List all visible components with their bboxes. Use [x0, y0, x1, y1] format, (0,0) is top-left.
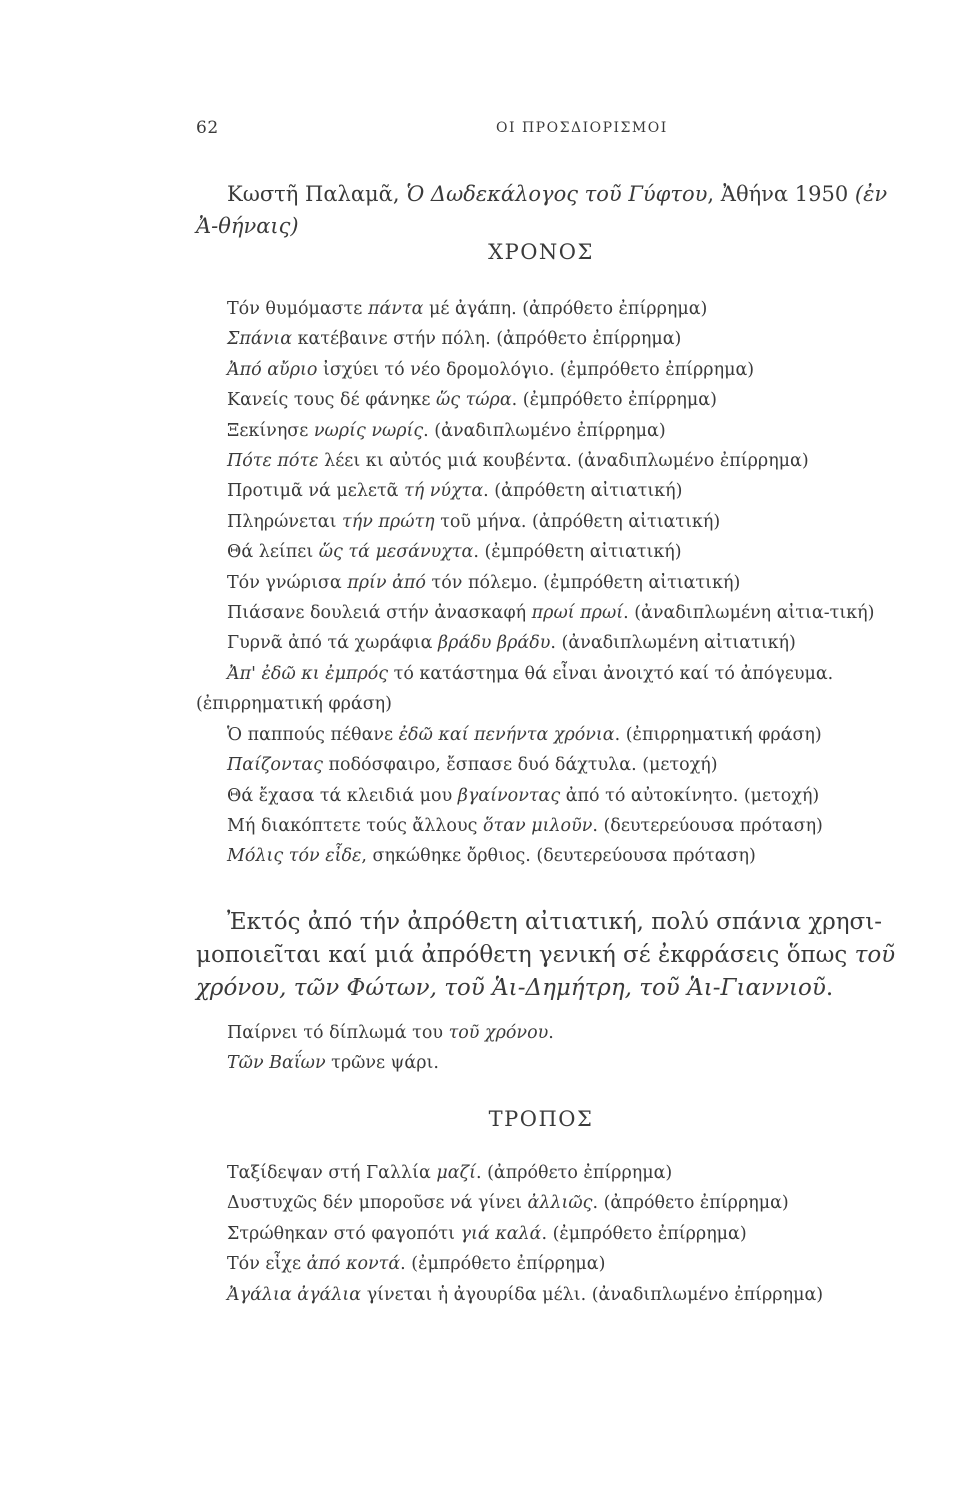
example-sentence	[196, 537, 911, 567]
example-sentence	[196, 720, 911, 750]
example-sentence	[196, 355, 911, 385]
example-sentence	[196, 811, 911, 841]
example-text: Ξεκίνησε	[227, 420, 314, 441]
example-label: τό κατάστημα θά εἶναι ἀνοιχτό καί τό ἀπόγευμα. (ἐπιρρηματική φράση)	[196, 663, 834, 715]
example-text: Ταξίδεψαν στή Γαλλία	[227, 1163, 437, 1183]
example-text: Κανείς τους δέ φάνηκε	[227, 390, 436, 411]
example-label: . (ἐμπρόθετη αἰτιατική)	[473, 542, 682, 563]
example-emphasis: Ἀπ' ἐδῶ κι ἐμπρός	[227, 663, 389, 684]
example-emphasis: ἀπό κοντά	[306, 1254, 401, 1275]
page-header	[196, 118, 886, 142]
example-emphasis: πρωί πρωί	[531, 603, 624, 624]
example-emphasis: βράδυ βράδυ	[438, 633, 551, 654]
example-sentence	[196, 1188, 911, 1218]
example-text: Θά ἔχασα τά κλειδιά μου	[227, 785, 458, 806]
example-label: . (δευτερεύουσα πρόταση)	[592, 815, 823, 836]
example-label: κατέβαινε στήν πόλη. (ἀπρόθετο ἐπίρρημα)	[292, 329, 682, 350]
example-emphasis: τοῦ χρόνου	[448, 1023, 549, 1043]
example-sentence	[196, 324, 911, 354]
example-sentence	[196, 598, 911, 628]
example-emphasis: Ἀγάλια ἀγάλια	[227, 1284, 362, 1305]
example-sentence	[196, 628, 911, 658]
example-sentence	[196, 1048, 911, 1078]
example-label: μέ ἀγάπη. (ἀπρόθετο ἐπίρρημα)	[423, 299, 708, 319]
example-emphasis: ὥς τά μεσάνυχτα	[318, 542, 474, 563]
prose-emphasis: τοῦ χρόνου, τῶν Φώτων, τοῦ Ἁι-Δημήτρη, τοῦ Ἁι-Γιαννιοῦ	[196, 942, 896, 1001]
example-text: Παίρνει τό δίπλωμά του	[227, 1023, 449, 1043]
example-emphasis: Σπάνια	[227, 329, 293, 350]
example-emphasis: τήν πρώτη	[342, 511, 435, 532]
example-sentence	[196, 385, 911, 415]
example-text: Προτιμᾶ νά μελετᾶ	[227, 481, 405, 502]
source-place: , Ἀθήνα 1950	[707, 182, 855, 206]
example-emphasis: μαζί	[436, 1163, 476, 1183]
source-edition: (ἐν Ἀ-θήναις)	[196, 182, 888, 238]
section-title-manner: ΤΡΟΠΟΣ	[488, 1107, 594, 1131]
example-label: ποδόσφαιρο, ἔσπασε δυό δάχτυλα. (μετοχή)	[322, 755, 718, 776]
example-text: Ὁ παππούς πέθανε	[227, 724, 399, 745]
example-label: . (ἀναδιπλωμένη αἰτια-τική)	[623, 603, 875, 624]
example-label: ἰσχύει τό νέο δρομολόγιο. (ἐμπρόθετο ἐπίρρημα)	[317, 359, 755, 380]
example-sentence	[196, 568, 911, 598]
example-text: Θά λείπει	[227, 542, 319, 563]
example-sentence	[196, 1018, 911, 1048]
example-label: τρῶνε ψάρι.	[325, 1053, 439, 1074]
prose-text: Ἐκτός ἀπό τήν ἀπρόθετη αἰτιατική, πολύ σπάνια χρησι-μοποιεῖται καί μιά ἀπρόθετη γενική σέ ἐκφράσεις ὅπως	[196, 909, 883, 968]
example-label: .	[548, 1023, 554, 1043]
example-text: Δυστυχῶς δέν μποροῦσε νά γίνει	[227, 1193, 528, 1214]
example-label: . (ἀπρόθετη αἰτιατική)	[483, 481, 683, 502]
manner-examples	[196, 1158, 911, 1310]
example-sentence	[196, 446, 911, 476]
example-label: . (ἐμπρόθετο ἐπίρρημα)	[511, 390, 717, 411]
example-sentence	[196, 781, 911, 811]
running-title: ΟΙ ΠΡΟΣΔΙΟΡΙΣΜΟΙ	[496, 120, 668, 136]
example-emphasis: νωρίς νωρίς	[313, 420, 424, 441]
example-text: Τόν εἶχε	[227, 1254, 307, 1275]
example-label: . (ἀπρόθετο ἐπίρρημα)	[592, 1193, 789, 1214]
example-label: . (ἀναδιπλωμένο ἐπίρρημα)	[423, 420, 666, 441]
example-emphasis: ὅταν μιλοῦν	[482, 815, 593, 836]
example-label: . (ἀναδιπλωμένη αἰτιατική)	[550, 633, 796, 654]
example-text: Τόν θυμόμαστε	[227, 299, 368, 319]
example-emphasis: πάντα	[367, 299, 424, 319]
example-sentence	[196, 1280, 911, 1310]
source-title: Ὁ Δωδεκάλογος τοῦ Γύφτου	[406, 182, 708, 206]
source-author: Κωστῆ Παλαμᾶ,	[227, 182, 407, 206]
example-text: Γυρνᾶ ἀπό τά χωράφια	[227, 633, 439, 654]
prose-paragraph	[196, 906, 911, 1005]
example-emphasis: Τῶν Βαΐων	[227, 1053, 326, 1074]
example-text: Τόν γνώρισα	[227, 572, 348, 593]
page-number: 62	[196, 118, 219, 138]
example-emphasis: ἐδῶ καί πενήντα χρόνια	[398, 724, 615, 745]
example-text: Μή διακόπτετε τούς ἄλλους	[227, 815, 483, 836]
example-text: Πιάσανε δουλειά στήν ἀνασκαφή	[227, 603, 532, 624]
time-examples	[196, 294, 911, 872]
example-sentence	[196, 841, 911, 871]
prose-end: .	[825, 975, 834, 1001]
example-label: λέει κι αὐτός μιά κουβέντα. (ἀναδιπλωμένο ἐπίρρημα)	[318, 451, 809, 472]
example-label: . (ἐμπρόθετο ἐπίρρημα)	[400, 1254, 606, 1275]
example-label: . (ἀπρόθετο ἐπίρρημα)	[475, 1163, 673, 1183]
source-citation	[196, 178, 908, 242]
example-sentence	[196, 416, 911, 446]
example-emphasis: Ἀπό αὔριο	[227, 359, 318, 380]
section-title-time: ΧΡΟΝΟΣ	[488, 240, 594, 264]
example-emphasis: Παίζοντας	[227, 755, 323, 776]
example-emphasis: βγαίνοντας	[457, 785, 561, 806]
example-emphasis: ὥς τώρα	[435, 390, 512, 411]
example-sentence	[196, 1249, 911, 1279]
example-sentence	[196, 507, 911, 537]
example-emphasis: πρίν ἀπό	[347, 572, 426, 593]
example-sentence	[196, 1219, 911, 1249]
example-text: Στρώθηκαν στό φαγοπότι	[227, 1223, 461, 1244]
example-label: τοῦ μήνα. (ἀπρόθετη αἰτιατική)	[434, 511, 721, 532]
example-label: . (ἐμπρόθετο ἐπίρρημα)	[541, 1223, 747, 1244]
genitive-examples	[196, 1018, 911, 1079]
example-sentence	[196, 750, 911, 780]
example-sentence	[196, 294, 911, 324]
example-sentence	[196, 1158, 911, 1188]
example-emphasis: Μόλις τόν εἶδε	[227, 846, 362, 867]
example-emphasis: τή νύχτα	[404, 481, 484, 502]
example-label: . (ἐπιρρηματική φράση)	[614, 724, 822, 745]
example-label: τόν πόλεμο. (ἐμπρόθετη αἰτιατική)	[425, 572, 741, 593]
example-label: ἀπό τό αὐτοκίνητο. (μετοχή)	[560, 785, 820, 806]
example-emphasis: Πότε πότε	[227, 451, 319, 472]
example-sentence	[196, 659, 911, 720]
example-label: , σηκώθηκε ὄρθιος. (δευτερεύουσα πρόταση)	[361, 846, 756, 867]
example-sentence	[196, 476, 911, 506]
example-emphasis: ἀλλιῶς	[527, 1193, 593, 1214]
example-text: Πληρώνεται	[227, 511, 343, 532]
example-label: γίνεται ἡ ἀγουρίδα μέλι. (ἀναδιπλωμένο ἐπίρρημα)	[361, 1284, 824, 1305]
example-emphasis: γιά καλά	[460, 1223, 542, 1244]
